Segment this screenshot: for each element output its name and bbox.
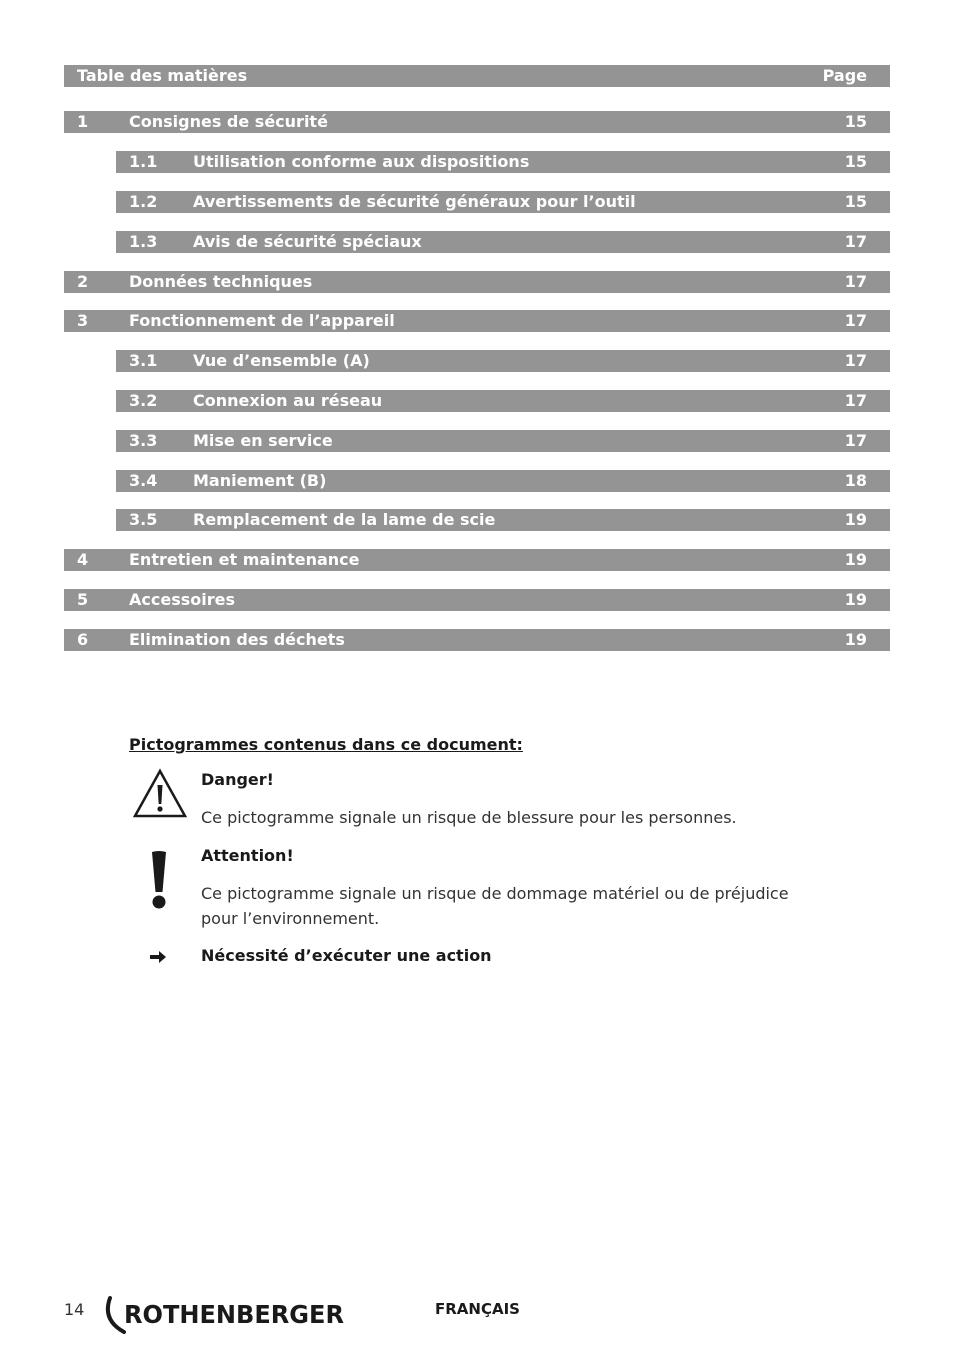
toc-entry-title: Avis de sécurité spéciaux xyxy=(193,232,422,251)
toc-entry-page: 19 xyxy=(844,550,867,569)
toc-entry[interactable] xyxy=(64,111,890,133)
toc-entry-number: 1.2 xyxy=(129,192,158,211)
toc-entry[interactable] xyxy=(116,509,890,531)
toc-entry-page: 19 xyxy=(844,510,867,529)
toc-entry-title: Maniement (B) xyxy=(193,471,327,490)
toc-entry-title: Consignes de sécurité xyxy=(129,112,328,131)
toc-entry-title: Utilisation conforme aux dispositions xyxy=(193,152,530,171)
action-label: Nécessité d’exécuter une action xyxy=(201,946,492,965)
toc-entry-title: Fonctionnement de l’appareil xyxy=(129,311,395,330)
toc-entry-title: Accessoires xyxy=(129,590,235,609)
language-label: FRANÇAIS xyxy=(435,1300,520,1318)
toc-header-page-label: Page xyxy=(822,66,867,85)
toc-entry-title: Connexion au réseau xyxy=(193,391,383,410)
toc-entry-title: Elimination des déchets xyxy=(129,630,345,649)
toc-entry-number: 4 xyxy=(77,550,89,569)
toc-entry-title: Remplacement de la lame de scie xyxy=(193,510,496,529)
toc-entry-number: 3.3 xyxy=(129,431,158,450)
arrow-right-icon xyxy=(149,949,167,969)
brand-logo xyxy=(102,1294,352,1340)
danger-description: Ce pictogramme signale un risque de blessure pour les personnes. xyxy=(201,808,737,827)
toc-entry-title: Mise en service xyxy=(193,431,333,450)
warning-triangle-icon xyxy=(132,768,188,824)
toc-entry-number: 3 xyxy=(77,311,89,330)
attention-label: Attention! xyxy=(201,846,294,865)
toc-entry-number: 3.5 xyxy=(129,510,158,529)
toc-entry-title: Avertissements de sécurité généraux pour l’outil xyxy=(193,192,636,211)
toc-entry-page: 17 xyxy=(844,391,867,410)
toc-entry[interactable] xyxy=(116,390,890,412)
toc-entry-number: 1 xyxy=(77,112,89,131)
toc-entry-number: 1.1 xyxy=(129,152,158,171)
toc-entry-number: 3.4 xyxy=(129,471,158,490)
toc-entry-page: 15 xyxy=(844,192,867,211)
toc-entry-number: 5 xyxy=(77,590,89,609)
toc-entry[interactable] xyxy=(116,151,890,173)
toc-entry-page: 17 xyxy=(844,232,867,251)
page-number: 14 xyxy=(64,1300,85,1319)
toc-entry-number: 6 xyxy=(77,630,89,649)
toc-header xyxy=(64,65,890,87)
pictograms-heading: Pictogrammes contenus dans ce document: xyxy=(129,735,523,754)
toc-entry-number: 3.2 xyxy=(129,391,158,410)
toc-entry-title: Vue d’ensemble (A) xyxy=(193,351,370,370)
attention-description: Ce pictogramme signale un risque de dommage matériel ou de préjudice pour l’environnement. xyxy=(201,884,789,928)
toc-entry[interactable] xyxy=(116,231,890,253)
toc-entry-page: 19 xyxy=(844,630,867,649)
toc-entry-page: 17 xyxy=(844,272,867,291)
toc-entry[interactable] xyxy=(116,191,890,213)
toc-entry-page: 18 xyxy=(844,471,867,490)
toc-entry-number: 2 xyxy=(77,272,89,291)
toc-header-title: Table des matières xyxy=(77,66,248,85)
toc-entry[interactable] xyxy=(64,629,890,651)
toc-entry-page: 17 xyxy=(844,351,867,370)
toc-entry-number: 1.3 xyxy=(129,232,158,251)
exclamation-icon xyxy=(148,850,170,914)
toc-entry-page: 17 xyxy=(844,431,867,450)
toc-entry[interactable] xyxy=(64,271,890,293)
toc-entry[interactable] xyxy=(116,350,890,372)
toc-entry-page: 17 xyxy=(844,311,867,330)
toc-entry-title: Données techniques xyxy=(129,272,313,291)
svg-text:ROTHENBERGER: ROTHENBERGER xyxy=(124,1300,344,1329)
toc-entry-number: 3.1 xyxy=(129,351,158,370)
toc-entry-page: 15 xyxy=(844,152,867,171)
toc-entry[interactable] xyxy=(64,549,890,571)
toc-entry[interactable] xyxy=(116,470,890,492)
toc-entry-title: Entretien et maintenance xyxy=(129,550,360,569)
toc-entry[interactable] xyxy=(116,430,890,452)
danger-label: Danger! xyxy=(201,770,274,789)
toc-entry[interactable] xyxy=(64,310,890,332)
toc-entry-page: 19 xyxy=(844,590,867,609)
toc-entry[interactable] xyxy=(64,589,890,611)
toc-entry-page: 15 xyxy=(844,112,867,131)
